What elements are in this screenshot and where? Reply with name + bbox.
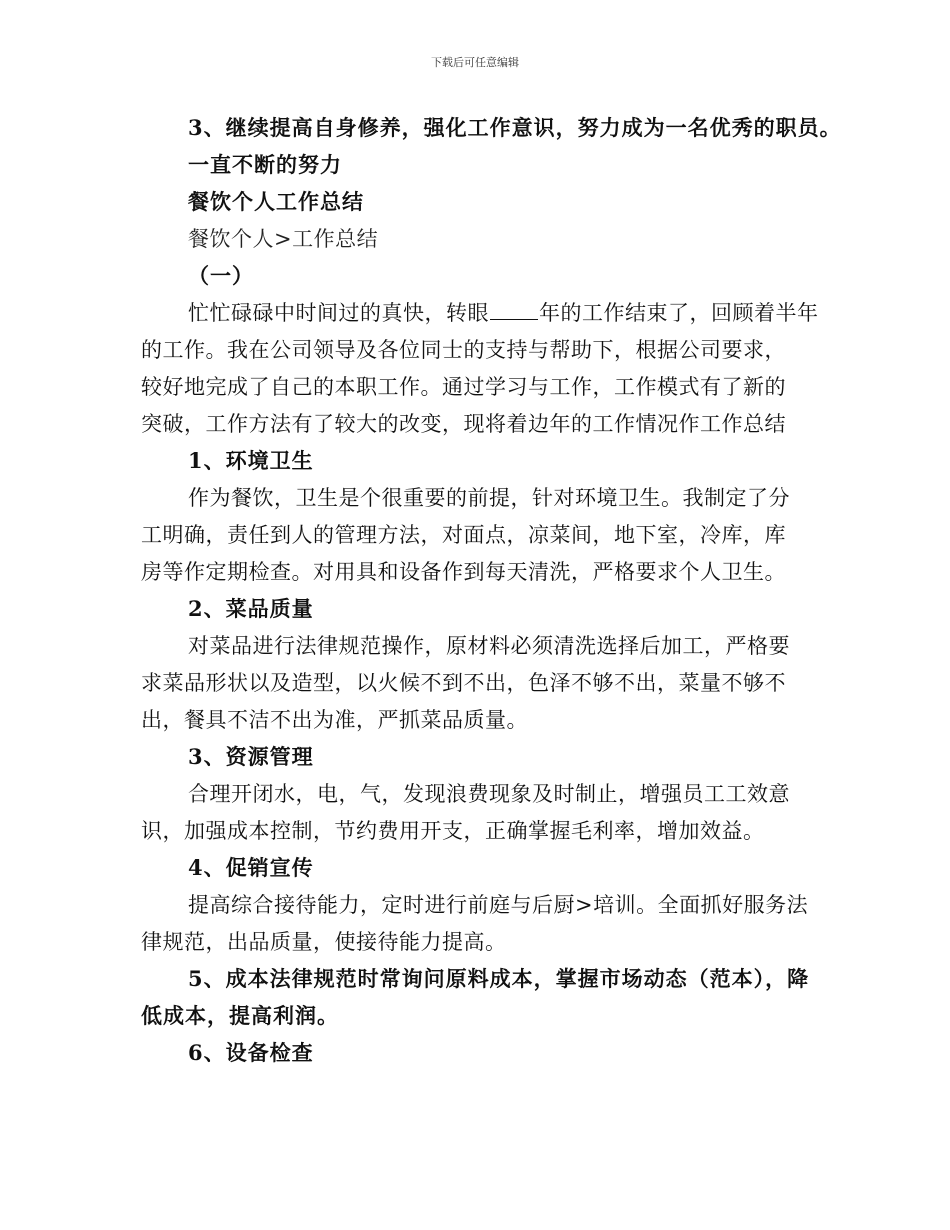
intro-text-before-blank: 忙忙碌碌中时间过的真快，转眼 <box>188 301 489 325</box>
document-title: 餐饮个人工作总结 <box>188 189 364 214</box>
paragraph-promotion-line-1: 提高综合接待能力，定时进行前庭与后厨>培训。全面抓好服务法 <box>188 893 809 917</box>
paragraph-promotion-line-2: 律规范，出品质量，使接待能力提高。 <box>141 930 507 954</box>
heading-equipment-check: 6、设备检查 <box>188 1040 314 1065</box>
paragraph-quality-line-2: 求菜品形状以及造型，以火候不到不出，色泽不够不出，菜量不够不 <box>141 671 786 695</box>
paragraph-intro-line-2: 的工作。我在公司领导及各位同士的支持与帮助下，根据公司要求， <box>141 338 786 362</box>
heading-environment-hygiene: 1、环境卫生 <box>188 448 314 473</box>
paragraph-quality-line-1: 对菜品进行法律规范操作，原材料必须清洗选择后加工，严格要 <box>188 634 790 658</box>
paragraph-quality-line-3: 出，餐具不洁不出为准，严抓菜品质量。 <box>141 708 528 732</box>
heading-cost-line-2: 低成本，提高利润。 <box>141 1003 339 1028</box>
paragraph-resource-line-1: 合理开闭水，电，气，发现浪费现象及时制止，增强员工工效意 <box>188 782 790 806</box>
paragraph-hygiene-line-2: 工明确，责任到人的管理方法，对面点，凉菜间，地下室，冷库，库 <box>141 523 786 547</box>
point-3-line: 3、继续提高自身修养，强化工作意识，努力成为一名优秀的职员。 <box>188 115 842 140</box>
paragraph-hygiene-line-3: 房等作定期检查。对用具和设备作到每天清洗，严格要求个人卫生。 <box>141 560 786 584</box>
paragraph-intro-line-4: 突破，工作方法有了较大的改变，现将着边年的工作情况作工作总结 <box>141 412 786 436</box>
paragraph-intro-line-1 <box>188 300 819 326</box>
intro-text-after-blank: 年的工作结束了，回顾着半年 <box>539 301 819 325</box>
section-number: （一） <box>188 263 254 288</box>
heading-resource-management: 3、资源管理 <box>188 744 314 769</box>
effort-line: 一直不断的努力 <box>188 152 342 177</box>
paragraph-resource-line-2: 识，加强成本控制，节约费用开支，正确掌握毛利率，增加效益。 <box>141 819 765 843</box>
blank-underline <box>490 300 538 320</box>
heading-promotion: 4、促销宣传 <box>188 855 314 880</box>
heading-dish-quality: 2、菜品质量 <box>188 596 314 621</box>
paragraph-hygiene-line-1: 作为餐饮，卫生是个很重要的前提，针对环境卫生。我制定了分 <box>188 486 790 510</box>
document-subtitle: 餐饮个人>工作总结 <box>188 227 379 251</box>
paragraph-intro-line-3: 较好地完成了自己的本职工作。通过学习与工作，工作模式有了新的 <box>141 375 786 399</box>
heading-cost-line-1: 5、成本法律规范时常询问原料成本，掌握市场动态（范本），降 <box>188 966 810 991</box>
page-header: 下载后可任意编辑 <box>431 56 519 69</box>
